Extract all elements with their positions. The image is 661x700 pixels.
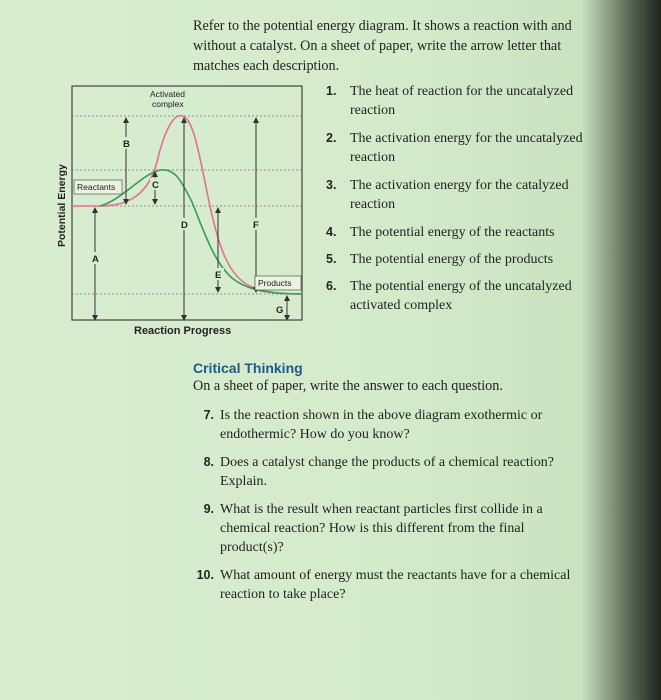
question-text: The potential energy of the uncatalyzed activated complex <box>350 279 572 313</box>
question-text: The heat of reaction for the uncatalyzed reaction <box>350 84 574 118</box>
x-axis-label: Reaction Progress <box>134 325 232 337</box>
arrow-d-label: D <box>181 220 188 231</box>
matching-questions-list <box>326 82 596 315</box>
critical-thinking-item <box>190 406 590 444</box>
products-label: Products <box>258 278 292 288</box>
question-number: 10. <box>196 568 214 582</box>
question-text: Does a catalyst change the products of a chemical reaction? Explain. <box>220 455 554 489</box>
arrow-e-label: E <box>215 270 222 281</box>
question-number: 9. <box>203 502 214 516</box>
question-number: 8. <box>203 455 214 469</box>
question-text: The potential energy of the products <box>350 252 554 267</box>
critical-thinking-item <box>190 500 590 557</box>
question-item <box>326 129 596 167</box>
question-number: 5. <box>326 252 337 266</box>
question-item <box>326 277 596 315</box>
arrow-f-label: F <box>253 220 259 231</box>
critical-thinking-item <box>190 566 590 604</box>
critical-thinking-instruction: On a sheet of paper, write the answer to each question. <box>193 378 503 394</box>
critical-thinking-list <box>190 406 590 604</box>
arrow-a-label: A <box>92 254 99 265</box>
question-number: 2. <box>326 131 337 145</box>
question-number: 6. <box>326 279 337 293</box>
question-text: The activation energy for the catalyzed reaction <box>350 178 569 212</box>
question-number: 1. <box>326 84 337 98</box>
question-text: Is the reaction shown in the above diagram exothermic or endothermic? How do you know? <box>220 408 543 442</box>
uncatalyzed-curve <box>72 116 302 294</box>
question-item <box>326 82 596 120</box>
potential-energy-diagram <box>52 82 322 342</box>
question-number: 7. <box>203 408 214 422</box>
question-text: The potential energy of the reactants <box>350 225 555 240</box>
question-number: 3. <box>326 178 337 192</box>
question-item <box>326 176 596 214</box>
catalyzed-curve <box>100 170 302 294</box>
arrow-g-label: G <box>276 305 284 316</box>
activated-complex-label-line1: Activated <box>150 89 185 99</box>
question-text: What is the result when reactant particles first collide in a chemical reaction? How is this different from the final product(s)? <box>220 502 543 555</box>
question-text: What amount of energy must the reactants have for a chemical reaction to take place? <box>220 568 571 602</box>
reactants-label: Reactants <box>77 182 116 192</box>
question-item <box>326 250 596 269</box>
critical-thinking-heading: Critical Thinking <box>193 360 303 376</box>
question-item <box>326 223 596 242</box>
activated-complex-label-line2: complex <box>152 99 184 109</box>
instructions-text: Refer to the potential energy diagram. It shows a reaction with and without a catalyst. On a sheet of paper, write the arrow letter that matches each description. <box>193 18 572 74</box>
y-axis-label: Potential Energy <box>56 164 68 247</box>
critical-thinking-item <box>190 453 590 491</box>
question-text: The activation energy for the uncatalyzed reaction <box>350 131 583 165</box>
question-number: 4. <box>326 225 337 239</box>
arrow-c-label: C <box>152 180 159 191</box>
arrow-b-label: B <box>123 139 130 150</box>
